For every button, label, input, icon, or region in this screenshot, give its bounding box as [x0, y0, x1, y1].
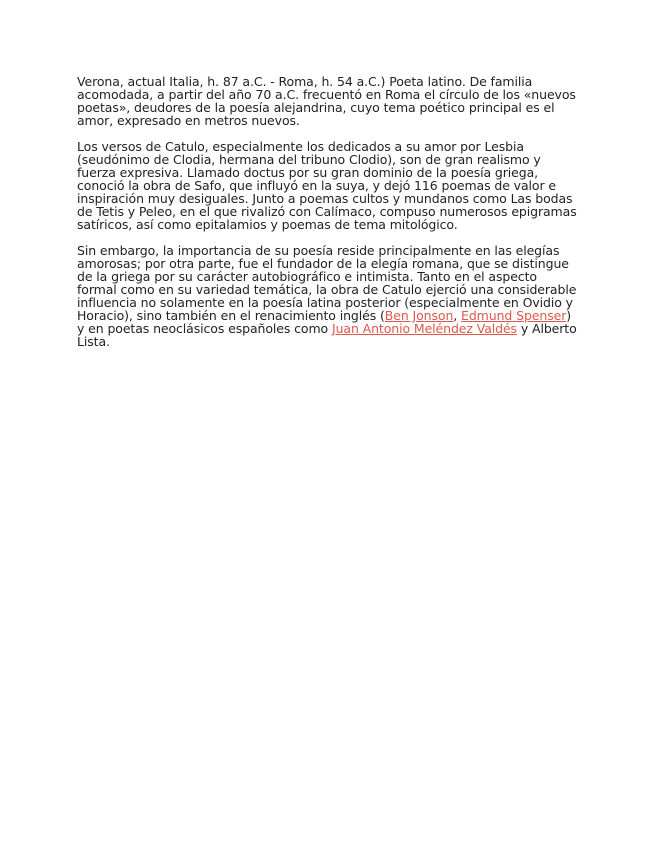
paragraph-1 — [77, 75, 579, 127]
paragraph-3 — [77, 244, 579, 348]
paragraph-text: y Alberto Lista. — [77, 321, 577, 349]
paragraph-text: Verona, actual Italia, h. 87 a.C. - Roma, h. 54 a.C.) Poeta latino. De familia acomodada, a partir del año 70 a.C. frecuentó en Roma el círculo de los «nuevos poetas», deudores de la poesía alejandrina, cuyo tema poético principal es el amor, expresado en metros nuevos. — [77, 74, 576, 128]
paragraph-text: ) y en poetas neoclásicos españoles como — [77, 308, 572, 336]
link-ben-jonson[interactable]: Ben Jonson — [384, 308, 454, 323]
link-juan-antonio-melendez-valdes[interactable]: Juan Antonio Meléndez Valdés — [331, 321, 517, 336]
paragraph-text: , — [453, 308, 462, 323]
paragraph-2 — [77, 140, 579, 231]
paragraph-text: Sin embargo, la importancia de su poesía reside principalmente en las elegías amorosas; por otra parte, fue el fundador de la elegía romana, que se distingue de la griega por su carácter autobiográfico e intimista. Tanto en el aspecto formal como en su variedad temática, la obra de Catulo ejerció una considerable influencia no solamente en la poesía latina posterior (especialmente en Ovidio y Horacio), sino también en el renacimiento inglés ( — [77, 243, 577, 323]
paragraph-text: Los versos de Catulo, especialmente los dedicados a su amor por Lesbia (seudónimo de Clodia, hermana del tribuno Clodio), son de gran realismo y fuerza expresiva. Llamado doctus por su gran dominio de la poesía griega, conoció la obra de Safo, que influyó en la suya, y dejó 116 poemas de valor e inspiración muy desiguales. Junto a poemas cultos y mundanos como Las bodas de Tetis y Peleo, en el que rivalizó con Calímaco, compuso numerosos epigramas satíricos, así como epitalamios y poemas de tema mitológico. — [77, 139, 577, 232]
document-body — [77, 75, 579, 361]
link-edmund-spenser[interactable]: Edmund Spenser — [461, 308, 567, 323]
